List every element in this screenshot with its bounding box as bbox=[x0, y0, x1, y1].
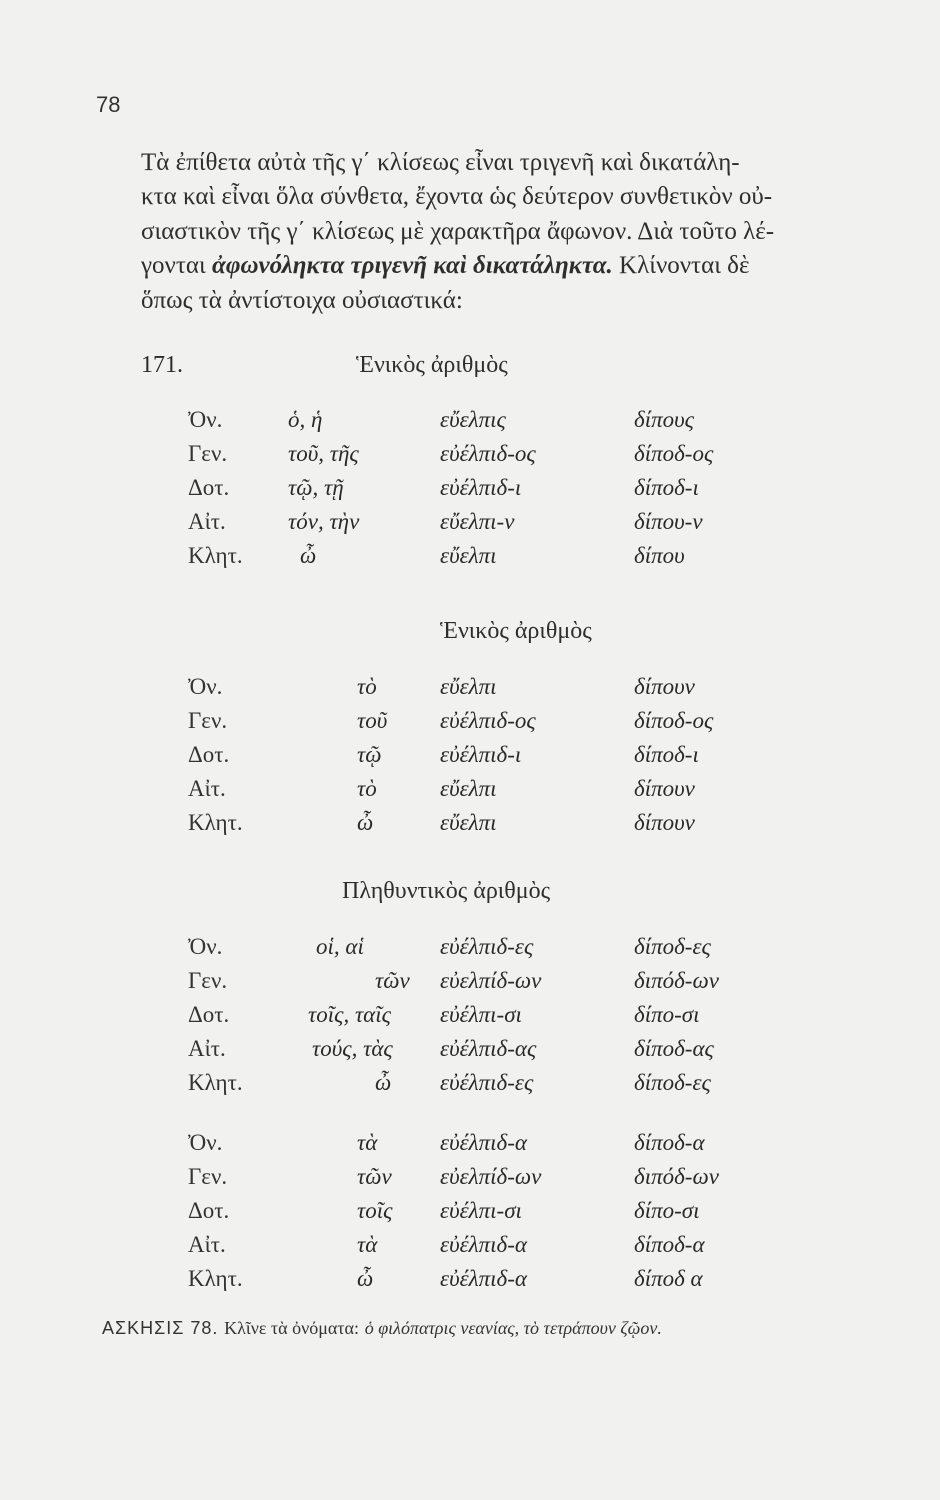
article: ὦ bbox=[357, 1266, 374, 1291]
case-label: Κλητ. bbox=[188, 543, 243, 568]
case-label: Δοτ. bbox=[188, 1002, 230, 1027]
case-label: Αἰτ. bbox=[188, 1232, 226, 1257]
case-label: Ὀν. bbox=[188, 407, 223, 432]
form-dipous: δίπου-ν bbox=[634, 509, 703, 534]
case-label: Γεν. bbox=[188, 708, 228, 733]
table-row bbox=[0, 1164, 940, 1194]
form-euelpi: εὔελπι bbox=[440, 674, 497, 699]
article: τοῦ bbox=[357, 708, 388, 733]
form-euelpides: εὐέλπιδ-ες bbox=[440, 934, 534, 959]
form-euelpi: εὐέλπιδ-ος bbox=[440, 708, 536, 733]
article: τόν, τὴν bbox=[288, 509, 360, 534]
form-euelpi: εὐέλπιδ-ι bbox=[440, 742, 522, 767]
article: τοῖς bbox=[357, 1198, 393, 1223]
table-row bbox=[0, 674, 940, 704]
table-row bbox=[0, 742, 940, 772]
case-label: Δοτ. bbox=[188, 475, 230, 500]
case-label: Γεν. bbox=[188, 1164, 228, 1189]
case-label: Αἰτ. bbox=[188, 509, 226, 534]
form-euelpides: εὐελπίδ-ων bbox=[440, 968, 542, 993]
intro-paragraph bbox=[141, 146, 841, 318]
form-euelpida: εὐέλπιδ-α bbox=[440, 1232, 527, 1257]
article: ὦ bbox=[375, 1070, 392, 1095]
intro-line: Τὰ ἐπίθετα αὐτὰ τῆς γ΄ κλίσεως εἶναι τριγενῆ καὶ δικατάλη- bbox=[141, 149, 740, 176]
section-title: Ἑνικὸς ἀριθμὸς bbox=[440, 618, 592, 644]
article: τούς, τὰς bbox=[312, 1036, 393, 1061]
intro-line: σιαστικὸν τῆς γ΄ κλίσεως μὲ χαρακτῆρα ἄφωνον. Διὰ τοῦτο λέ- bbox=[141, 217, 775, 245]
article: τὰ bbox=[357, 1130, 378, 1155]
table-row bbox=[0, 543, 940, 573]
article: τοῖς, ταῖς bbox=[308, 1002, 391, 1027]
intro-term: ἀφωνόληκτα τριγενῆ καὶ δικατάληκτα. bbox=[211, 252, 613, 280]
form-euelpida: εὐελπίδ-ων bbox=[440, 1164, 542, 1189]
case-label: Κλητ. bbox=[188, 1070, 243, 1095]
form-euelpida: εὐέλπιδ-α bbox=[440, 1130, 527, 1155]
table-row bbox=[0, 475, 940, 505]
form-euelpis: εὐέλπιδ-ος bbox=[440, 441, 536, 466]
table-row bbox=[0, 934, 940, 964]
article: τῶν bbox=[357, 1164, 392, 1189]
case-label: Ὀν. bbox=[188, 934, 223, 959]
article: τῷ, τῇ bbox=[288, 475, 344, 500]
form-dipodes: δίποδ-ας bbox=[634, 1036, 714, 1061]
form-euelpi: εὔελπι bbox=[440, 776, 497, 801]
form-euelpis: εὔελπι-ν bbox=[440, 509, 515, 534]
form-dipodes: δίποδ-ες bbox=[634, 1070, 711, 1095]
form-dipodes: διπόδ-ων bbox=[634, 968, 719, 993]
table-row bbox=[0, 708, 940, 738]
section-number: 171. bbox=[141, 352, 183, 378]
page-number: 78 bbox=[96, 92, 121, 117]
form-dipous: δίποδ-ι bbox=[634, 475, 699, 500]
table-row bbox=[0, 1130, 940, 1160]
case-label: Αἰτ. bbox=[188, 776, 226, 801]
case-label: Γεν. bbox=[188, 441, 228, 466]
form-dipoda: δίποδ-α bbox=[634, 1232, 705, 1257]
article: τῷ bbox=[357, 742, 382, 767]
table-row bbox=[0, 776, 940, 806]
section-title: Ἑνικὸς ἀριθμὸς bbox=[356, 352, 508, 378]
form-dipoun: δίπουν bbox=[634, 674, 695, 699]
article: τοῦ, τῆς bbox=[288, 441, 359, 466]
article: ὦ bbox=[300, 543, 317, 568]
table-row bbox=[0, 1232, 940, 1262]
case-label: Κλητ. bbox=[188, 810, 243, 835]
exercise-label: ΑΣΚΗΣΙΣ 78. bbox=[102, 1318, 219, 1338]
table-row bbox=[0, 407, 940, 437]
table-row bbox=[0, 1070, 940, 1100]
form-dipoun: δίποδ-ος bbox=[634, 708, 714, 733]
article: τὸ bbox=[357, 674, 377, 699]
table-row bbox=[0, 968, 940, 998]
article: ὦ bbox=[357, 810, 374, 835]
form-euelpida: εὐέλπι-σι bbox=[440, 1198, 522, 1223]
form-euelpis: εὐέλπιδ-ι bbox=[440, 475, 522, 500]
form-euelpides: εὐέλπιδ-ας bbox=[440, 1036, 537, 1061]
form-dipodes: δίποδ-ες bbox=[634, 934, 711, 959]
form-euelpis: εὔελπι bbox=[440, 543, 497, 568]
form-euelpis: εὔελπις bbox=[440, 407, 506, 432]
case-label: Ὀν. bbox=[188, 1130, 223, 1155]
form-dipous: δίποδ-ος bbox=[634, 441, 714, 466]
intro-text: γονται bbox=[141, 252, 212, 280]
form-dipoda: δίποδ α bbox=[634, 1266, 703, 1291]
case-label: Ὀν. bbox=[188, 674, 223, 699]
article: τὸ bbox=[357, 776, 377, 801]
article: τὰ bbox=[357, 1232, 378, 1257]
form-dipoun: δίπουν bbox=[634, 810, 695, 835]
section-title: Πληθυντικὸς ἀριθμὸς bbox=[342, 878, 551, 904]
form-euelpi: εὔελπι bbox=[440, 810, 497, 835]
form-dipoda: δίποδ-α bbox=[634, 1130, 705, 1155]
intro-line: κτα καὶ εἶναι ὅλα σύνθετα, ἔχοντα ὡς δεύτερον συνθετικὸν οὐ- bbox=[141, 183, 773, 211]
form-dipoda: δίπο-σι bbox=[634, 1198, 700, 1223]
table-row bbox=[0, 1002, 940, 1032]
form-dipous: δίπους bbox=[634, 407, 694, 432]
table-row bbox=[0, 1198, 940, 1228]
intro-line: ὅπως τὰ ἀντίστοιχα οὐσιαστικά: bbox=[141, 286, 463, 314]
form-euelpides: εὐέλπι-σι bbox=[440, 1002, 522, 1027]
form-dipoun: δίπουν bbox=[634, 776, 695, 801]
article: τῶν bbox=[375, 968, 410, 993]
exercise-text: Κλῖνε τὰ ὀνόματα: bbox=[224, 1318, 359, 1338]
form-dipous: δίπου bbox=[634, 543, 685, 568]
form-euelpides: εὐέλπιδ-ες bbox=[440, 1070, 534, 1095]
case-label: Δοτ. bbox=[188, 1198, 230, 1223]
table-row bbox=[0, 441, 940, 471]
table-row bbox=[0, 810, 940, 840]
form-dipoda: διπόδ-ων bbox=[634, 1164, 719, 1189]
table-row bbox=[0, 1266, 940, 1296]
case-label: Κλητ. bbox=[188, 1266, 243, 1291]
intro-line bbox=[141, 249, 841, 283]
table-row bbox=[0, 509, 940, 539]
case-label: Αἰτ. bbox=[188, 1036, 226, 1061]
form-dipodes: δίπο-σι bbox=[634, 1002, 700, 1027]
intro-text: Κλίνονται δὲ bbox=[612, 252, 750, 280]
exercise-line bbox=[102, 1318, 662, 1339]
case-label: Γεν. bbox=[188, 968, 228, 993]
case-label: Δοτ. bbox=[188, 742, 230, 767]
exercise-items: ὁ φιλόπατρις νεανίας, τὸ τετράπουν ζῷον. bbox=[364, 1318, 662, 1338]
article: ὁ, ἡ bbox=[288, 407, 323, 432]
form-euelpida: εὐέλπιδ-α bbox=[440, 1266, 527, 1291]
table-row bbox=[0, 1036, 940, 1066]
form-dipoun: δίποδ-ι bbox=[634, 742, 699, 767]
article: οἱ, αἱ bbox=[316, 934, 364, 959]
